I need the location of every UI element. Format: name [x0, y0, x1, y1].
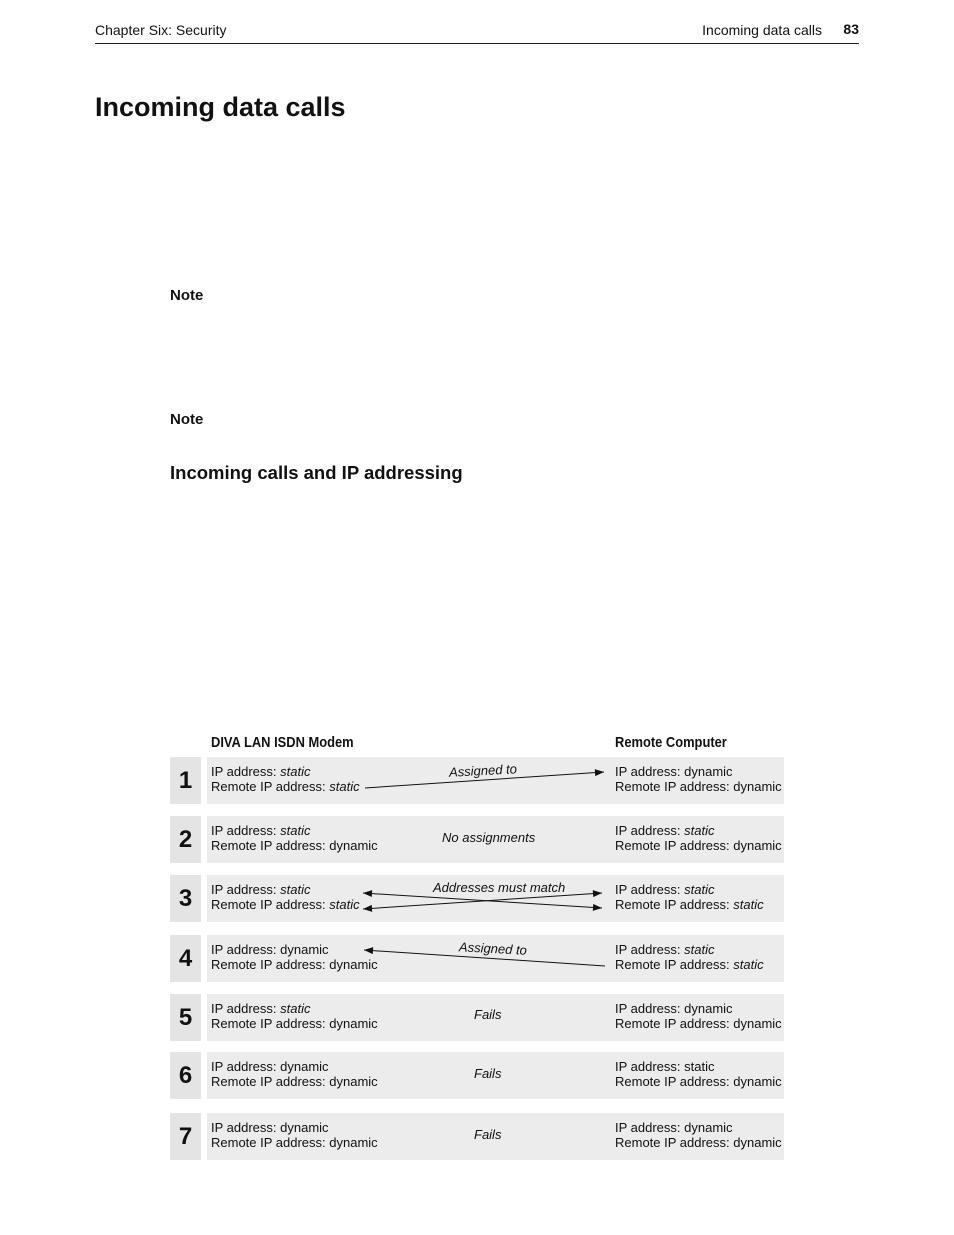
diagram-row [170, 994, 784, 1041]
right-address-cell [615, 823, 782, 853]
address-mode: dynamic [329, 1074, 378, 1089]
address-label: Remote IP address: [615, 957, 734, 972]
address-mode: static [280, 764, 311, 779]
page-number: 83 [843, 21, 859, 37]
address-mode: dynamic [733, 838, 782, 853]
address-label: Remote IP address: [211, 1135, 330, 1150]
address-mode: dynamic [329, 838, 378, 853]
address-label: Remote IP address: [615, 1016, 734, 1031]
diagram-row [170, 757, 784, 804]
relation-label: Assigned to [448, 761, 518, 780]
arrowhead [593, 904, 602, 911]
arrowhead [363, 905, 372, 912]
address-label: Remote IP address: [211, 838, 330, 853]
diagram-row [170, 1052, 784, 1099]
address-mode: dynamic [684, 1001, 733, 1016]
arrowhead [364, 947, 373, 954]
row-number: 3 [170, 875, 201, 922]
diagram-right-heading: Remote Computer [615, 734, 727, 751]
remote-ip-address-line [211, 1074, 378, 1089]
address-label: IP address: [211, 1001, 281, 1016]
address-label: IP address: [615, 823, 685, 838]
row-number: 4 [170, 935, 201, 982]
header-chapter: Chapter Six: Security [95, 22, 227, 38]
right-address-cell [615, 1120, 782, 1150]
address-label: IP address: [211, 942, 281, 957]
right-address-cell [615, 1059, 782, 1089]
address-mode: dynamic [329, 1016, 378, 1031]
address-mode: dynamic [733, 1074, 782, 1089]
remote-ip-address-line [615, 1016, 782, 1031]
page-title: Incoming data calls [95, 92, 346, 122]
address-mode: dynamic [733, 1016, 782, 1031]
arrow-line [365, 772, 604, 788]
address-mode: static [684, 942, 715, 957]
address-mode: dynamic [733, 1135, 782, 1150]
address-mode: static [684, 1059, 715, 1074]
diagram-row [170, 1113, 784, 1160]
ip-address-line [615, 1001, 782, 1016]
address-label: IP address: [211, 1120, 281, 1135]
address-label: IP address: [211, 1059, 281, 1074]
relation-label: Fails [474, 1127, 502, 1142]
address-label: Remote IP address: [615, 1074, 734, 1089]
address-mode: static [280, 823, 311, 838]
left-address-cell [211, 1120, 378, 1150]
remote-ip-address-line [211, 1135, 378, 1150]
ip-address-line [211, 1001, 378, 1016]
address-mode: dynamic [280, 942, 329, 957]
relation-label: Fails [474, 1007, 502, 1022]
address-mode: dynamic [733, 779, 782, 794]
ip-address-line [615, 1059, 782, 1074]
address-label: IP address: [211, 764, 281, 779]
address-label: Remote IP address: [615, 1135, 734, 1150]
address-label: Remote IP address: [211, 1016, 330, 1031]
diagram-row [170, 816, 784, 863]
diagram-left-heading: DIVA LAN ISDN Modem [211, 734, 354, 751]
row-number: 5 [170, 994, 201, 1041]
relation-label: No assignments [442, 830, 536, 845]
address-mode: dynamic [280, 1059, 329, 1074]
left-address-cell [211, 1001, 378, 1031]
address-mode: static [280, 1001, 311, 1016]
address-mode: static [280, 882, 311, 897]
diagram-row [170, 935, 784, 982]
address-label: IP address: [615, 1120, 685, 1135]
address-label: IP address: [211, 882, 281, 897]
right-address-cell [615, 1001, 782, 1031]
note-label-1: Note [170, 287, 204, 304]
arrow-line [364, 950, 605, 966]
address-mode: static [684, 882, 715, 897]
remote-ip-address-line [615, 1135, 782, 1150]
relation-arrows [170, 757, 784, 804]
row-number: 7 [170, 1113, 201, 1160]
arrowhead [595, 769, 604, 776]
address-mode: dynamic [280, 1120, 329, 1135]
ip-address-line [211, 1059, 378, 1074]
remote-ip-address-line [211, 1016, 378, 1031]
address-label: Remote IP address: [211, 779, 330, 794]
address-label: IP address: [615, 764, 685, 779]
address-label: Remote IP address: [211, 957, 330, 972]
note-label-2: Note [170, 411, 204, 428]
relation-label: Assigned to [458, 939, 528, 958]
address-label: Remote IP address: [615, 897, 734, 912]
ip-address-line [615, 823, 782, 838]
ip-address-line [211, 823, 378, 838]
left-address-cell [211, 823, 378, 853]
address-label: IP address: [615, 882, 685, 897]
address-mode: static [733, 957, 764, 972]
relation-label: Fails [474, 1066, 502, 1081]
header-rule [95, 43, 859, 44]
address-mode: dynamic [684, 1120, 733, 1135]
address-label: Remote IP address: [211, 1074, 330, 1089]
address-label: IP address: [615, 1059, 685, 1074]
remote-ip-address-line [211, 838, 378, 853]
section-heading: Incoming calls and IP addressing [170, 462, 463, 483]
row-number: 1 [170, 757, 201, 804]
diagram-row [170, 875, 784, 922]
address-label: IP address: [615, 1001, 685, 1016]
address-mode: dynamic [684, 764, 733, 779]
address-label: Remote IP address: [211, 897, 330, 912]
address-label: Remote IP address: [615, 838, 734, 853]
address-label: IP address: [211, 823, 281, 838]
relation-label: Addresses must match [433, 880, 566, 895]
row-number: 2 [170, 816, 201, 863]
header-section: Incoming data calls [702, 22, 822, 38]
address-mode: static [733, 897, 764, 912]
left-address-cell [211, 1059, 378, 1089]
ip-address-line [211, 1120, 378, 1135]
row-number: 6 [170, 1052, 201, 1099]
relation-arrows [170, 875, 784, 922]
arrowhead [593, 890, 602, 897]
address-label: Remote IP address: [615, 779, 734, 794]
address-mode: static [329, 779, 360, 794]
arrowhead [363, 890, 372, 897]
address-mode: static [329, 897, 360, 912]
address-mode: dynamic [329, 957, 378, 972]
address-mode: dynamic [329, 1135, 378, 1150]
address-label: IP address: [615, 942, 685, 957]
relation-arrows [170, 935, 784, 982]
remote-ip-address-line [615, 1074, 782, 1089]
address-mode: static [684, 823, 715, 838]
remote-ip-address-line [615, 838, 782, 853]
ip-address-line [615, 1120, 782, 1135]
